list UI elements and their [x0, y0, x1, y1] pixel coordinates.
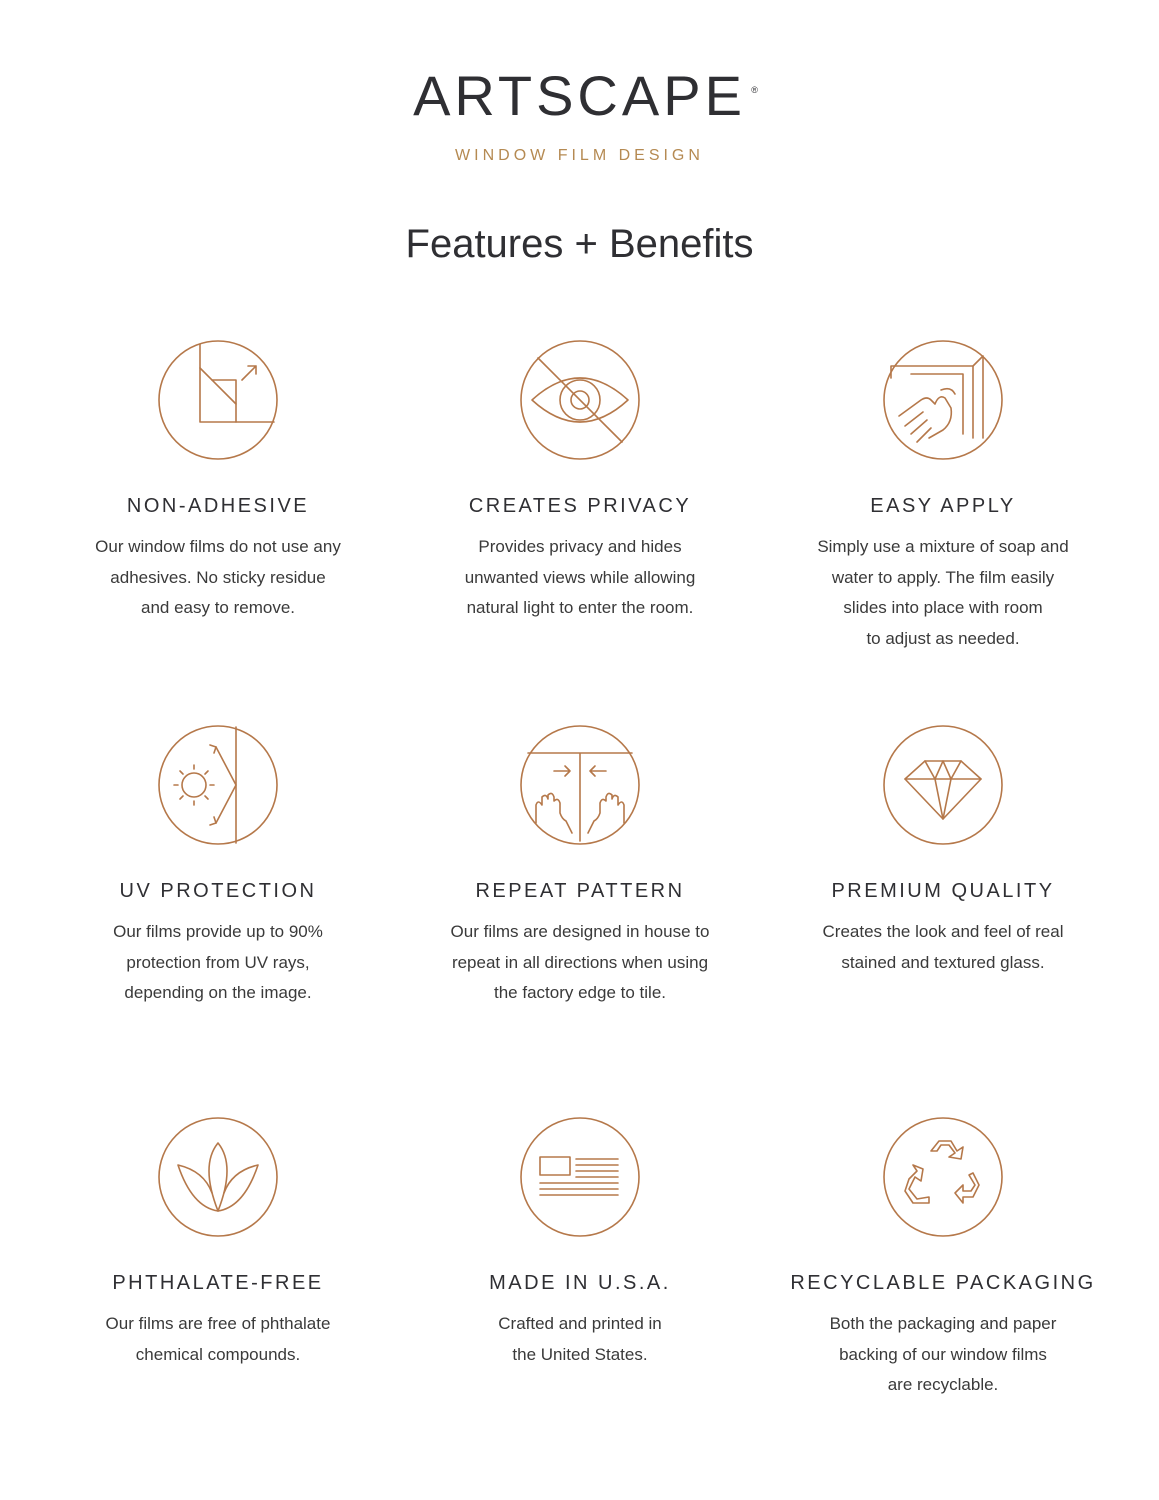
feature-description: Both the packaging and paper backing of our window films are recyclable.: [829, 1314, 1057, 1394]
feature-description: Our films are free of phthalate chemical compounds.: [105, 1314, 331, 1364]
feature-description: Creates the look and feel of real stained and textured glass.: [822, 922, 1064, 972]
feature-title: NON-ADHESIVE: [126, 495, 310, 517]
feature-non-adhesive: [48, 338, 388, 624]
lotus-icon: [156, 1115, 280, 1239]
feature-title: UV PROTECTION: [119, 880, 317, 902]
feature-description: Our films are designed in house to repeat in all directions when using the factory edge to tile.: [450, 922, 710, 1002]
page-title: Features + Benefits: [405, 222, 754, 266]
feature-phthalate-free: [48, 1115, 388, 1370]
feature-made-in-usa: [410, 1115, 750, 1370]
feature-repeat-pattern: [410, 723, 750, 1009]
diamond-icon: [881, 723, 1005, 847]
feature-creates-privacy: [410, 338, 750, 624]
feature-title: REPEAT PATTERN: [475, 880, 685, 902]
registered-mark: ®: [751, 85, 758, 95]
feature-description: Our window films do not use any adhesives. No sticky residue and easy to remove.: [95, 537, 341, 617]
peel-corner-icon: [156, 338, 280, 462]
feature-uv-protection: [48, 723, 388, 1009]
brand-tagline: WINDOW FILM DESIGN: [455, 147, 704, 164]
eye-crossed-icon: [518, 338, 642, 462]
feature-description: Provides privacy and hides unwanted views while allowing natural light to enter the room.: [464, 537, 696, 617]
feature-title: PHTHALATE-FREE: [112, 1272, 324, 1294]
feature-title: CREATES PRIVACY: [468, 495, 692, 517]
brand-logo: ARTSCAPE ®: [413, 66, 746, 126]
feature-description: Our films provide up to 90% protection from UV rays, depending on the image.: [113, 922, 323, 1002]
feature-title: EASY APPLY: [870, 495, 1016, 517]
feature-premium-quality: [773, 723, 1113, 978]
feature-title: RECYCLABLE PACKAGING: [790, 1272, 1096, 1294]
sun-shield-icon: [156, 723, 280, 847]
hands-align-icon: [518, 723, 642, 847]
feature-easy-apply: [773, 338, 1113, 654]
feature-description: Crafted and printed in the United States.: [498, 1314, 662, 1364]
feature-title: PREMIUM QUALITY: [831, 880, 1055, 902]
recycle-icon: [881, 1115, 1005, 1239]
feature-recyclable-packaging: [773, 1115, 1113, 1401]
hand-window-icon: [881, 338, 1005, 462]
brand-header: [0, 66, 1159, 166]
flag-icon: [518, 1115, 642, 1239]
feature-description: Simply use a mixture of soap and water to apply. The film easily slides into place with room to adjust as needed.: [817, 537, 1069, 648]
feature-title: MADE IN U.S.A.: [489, 1272, 671, 1294]
